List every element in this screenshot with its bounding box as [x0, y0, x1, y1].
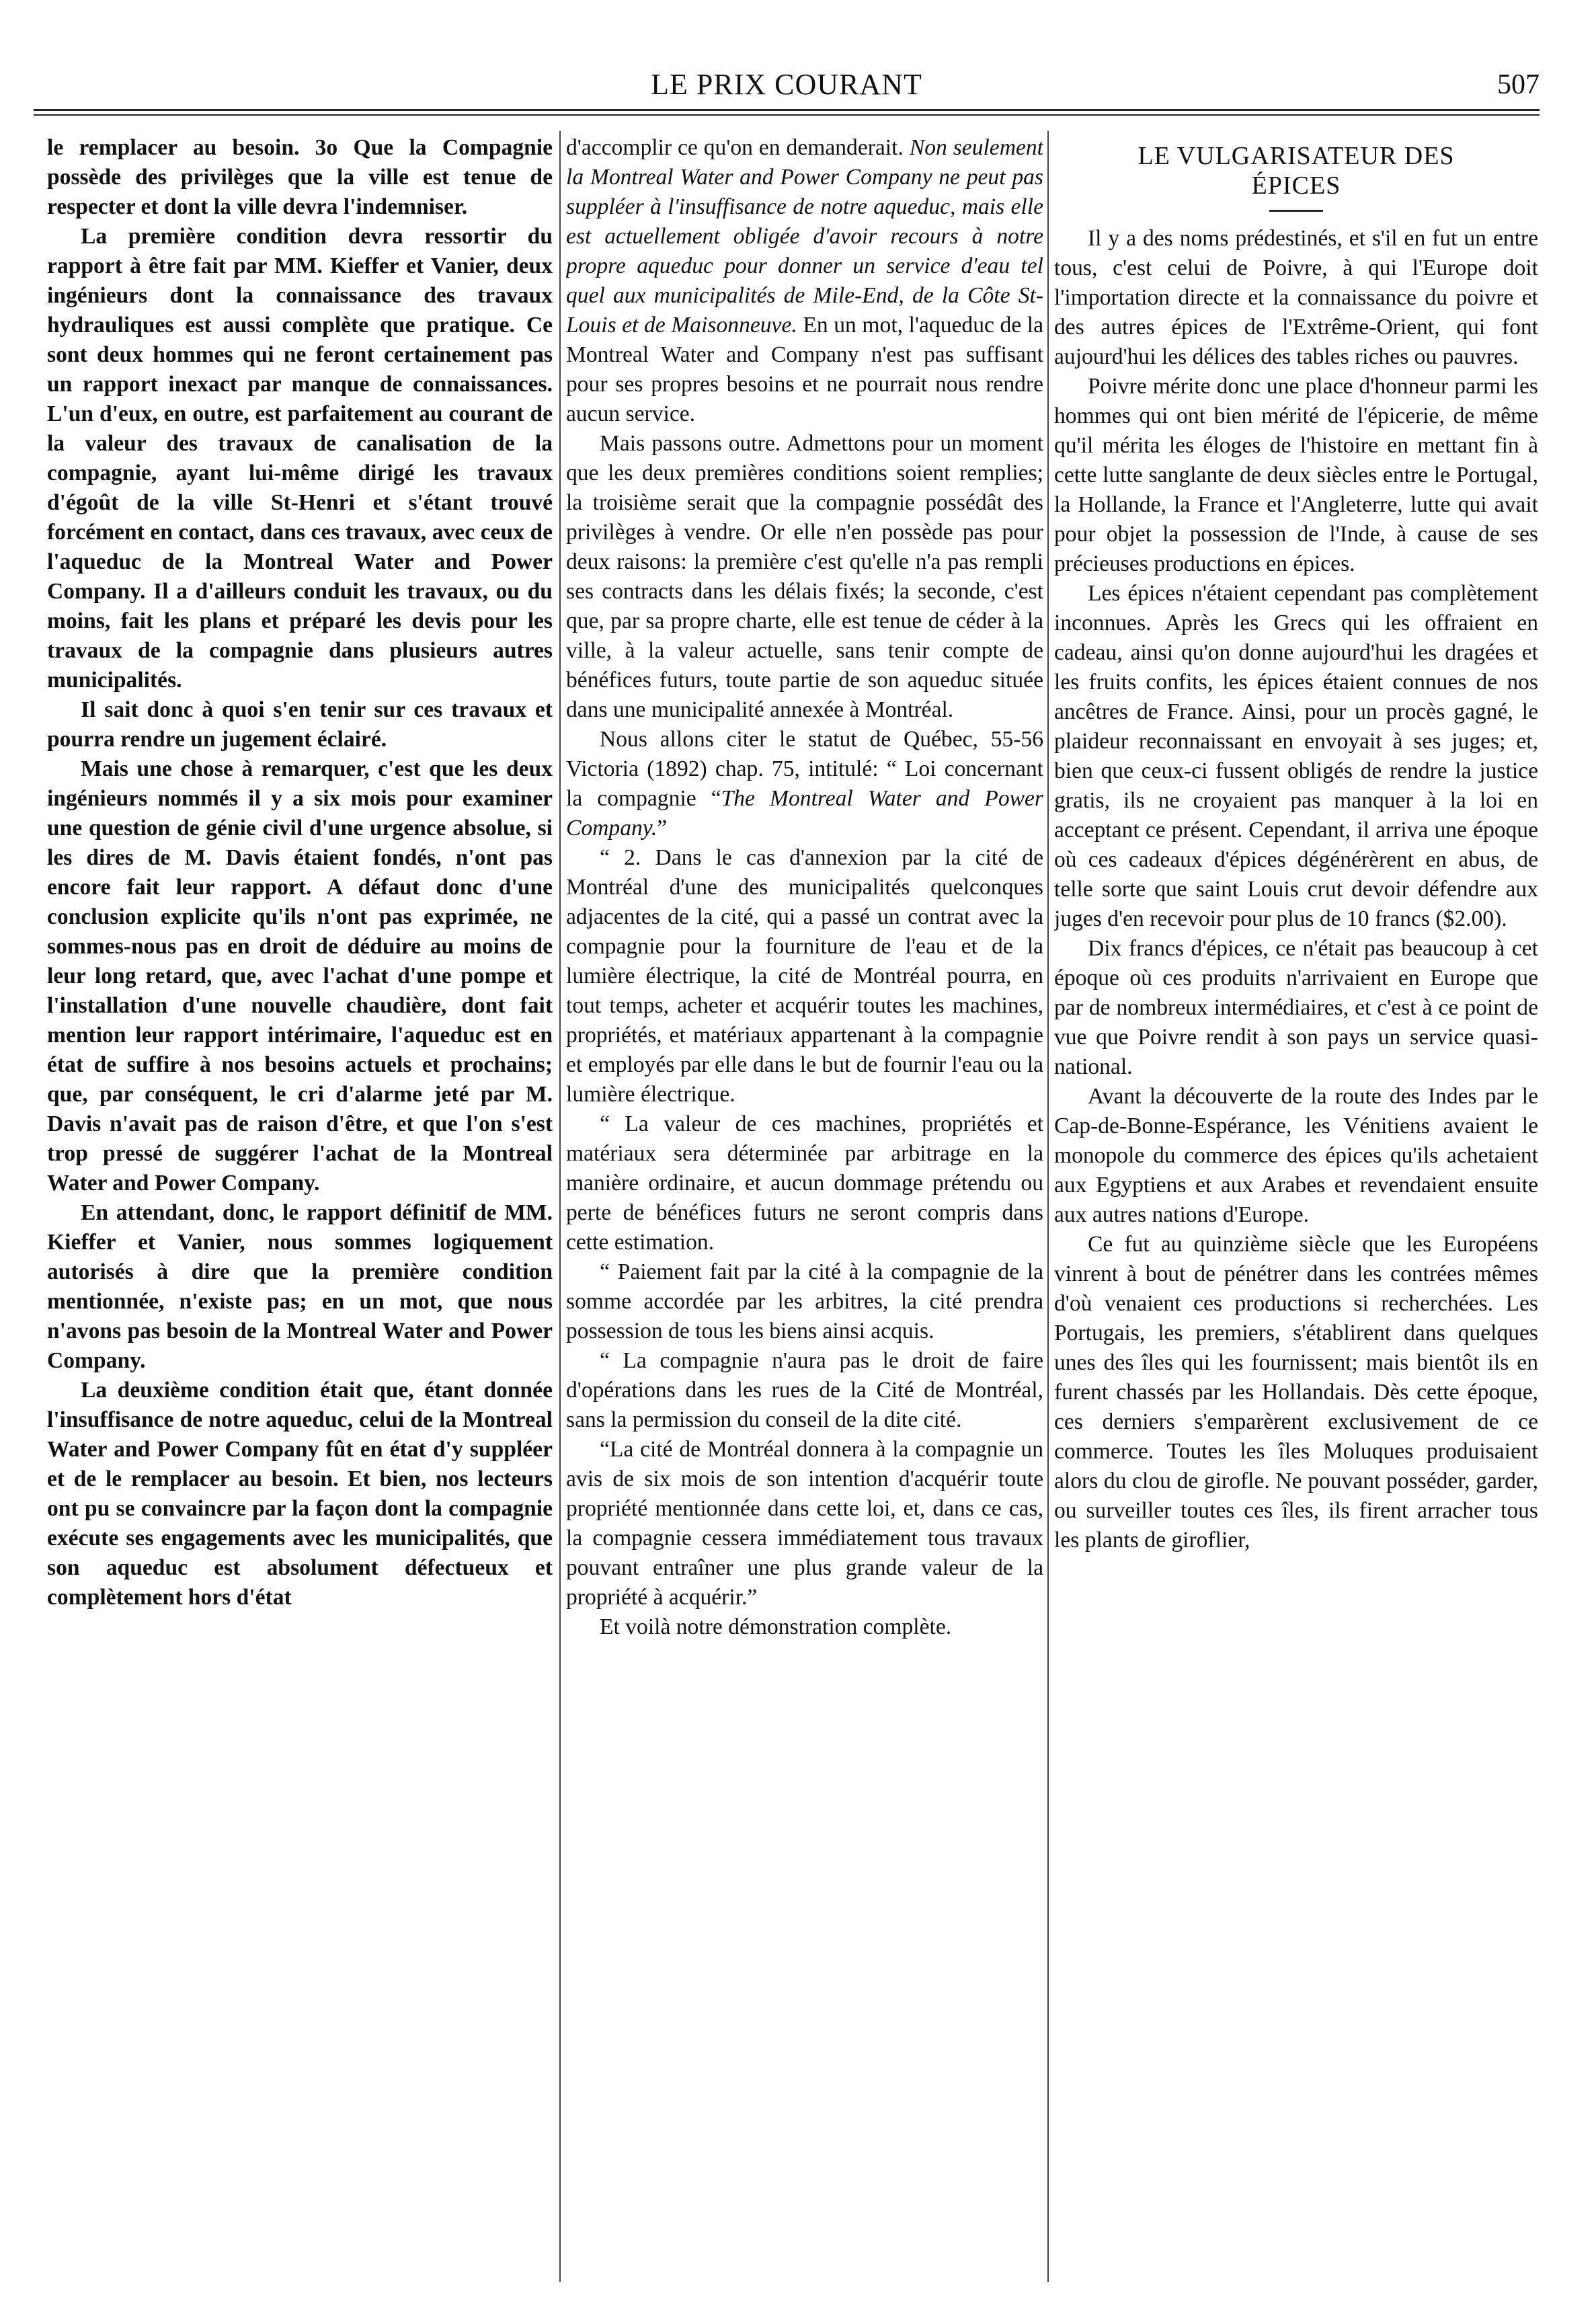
header-rule [34, 109, 1540, 111]
paragraph: Les épices n'étaient cependant pas complètement inconnues. Après les Grecs qui les offraient en cadeau, ainsi qu'on donne aujourd'hui les dragées et les fruits confits, les épices étaient connues de nos ancêtres de France. Ainsi, pour un procès gagné, le plaideur reconnaissant en envoyait à ses juges; et, bien que ceux-ci fussent obligés de rendre la justice gratis, ils ne croyaient pas manquer à la loi en acceptant ce présent. Cependant, il arriva une époque où ces cadeaux d'épices dégénérèrent en abus, de telle sorte que saint Louis crut devoir défendre aux juges d'en recevoir pour plus de 10 francs ($2.00). [1054, 581, 1538, 931]
paragraph: Mais une chose à remarquer, c'est que les deux ingénieurs nommés il y a six mois pour examiner une question de génie civil d'une urgence absolue, si les dires de M. Davis étaient fondés, n'ont pas encore fait leur rapport. A défaut donc d'une conclusion explicite qu'ils n'ont pas exprimée, ne sommes-nous pas en droit de déduire au moins de leur long retard, que, avec l'achat d'une pompe et l'installation d'une nouvelle chaudière, dont fait mention leur rapport intérimaire, l'aqueduc est en état de suffire à nos besoins actuels et prochains; que, par conséquent, le cri d'alarme jeté par M. Davis n'avait pas de raison d'être, et que l'on s'est trop pressé de suggérer l'achat de la Montreal Water and Power Company. [47, 756, 553, 1196]
article-title-line: LE VULGARISATEUR DES [1138, 142, 1455, 170]
paragraph: “La cité de Montréal donnera à la compagnie un avis de six mois de son intention d'acquérir toute propriété mentionnée dans cette loi, et, dans ce cas, la compagnie cessera immédiatement tous travaux pouvant entraîner une plus grande valeur de la propriété à acquérir.” [566, 1437, 1043, 1610]
paragraph: La deuxième condition était que, étant donnée l'insuffisance de notre aqueduc, celui de la Montreal Water and Power Company fût en état d'y suppléer et de le remplacer au besoin. Et bien, nos lecteurs ont pu se convaincre par la façon dont la compagnie exécute ses engagements avec les municipalités, que son aqueduc est absolument défectueux et complètement hors d'état [47, 1378, 553, 1610]
paragraph: En attendant, donc, le rapport définitif de MM. Kieffer et Vanier, nous sommes logiquement autorisés à dire que la première condition mentionnée, n'existe pas; en un mot, que nous n'avons pas besoin de la Montreal Water and Power Company. [47, 1200, 553, 1373]
paragraph [566, 725, 1043, 843]
title-rule [1269, 210, 1323, 212]
running-title: LE PRIX COURANT [651, 68, 922, 101]
column-1 [47, 133, 553, 2269]
paragraph: Il y a des noms prédestinés, et s'il en fut un entre tous, c'est celui de Poivre, à qui l'Europe doit l'importation directe et la connaissance du poivre et des autres épices de l'Extrême-Orient, qui font aujourd'hui les délices des tables riches ou pauvres. [1054, 226, 1538, 369]
italic-company-name: The Montreal Water and Power Company. [566, 786, 1043, 840]
paragraph: le remplacer au besoin. 3o Que la Compagnie possède des privilèges que la ville est tenue de respecter et dont la ville devra l'indemniser. [47, 135, 553, 219]
text-run: Nous allons citer le statut de Québec, 55-56 Victoria (1892) chap. 75, intitulé: “ Loi concernant la compagnie “ [566, 727, 1043, 811]
article-title-line: ÉPICES [1251, 171, 1341, 200]
paragraph: Poivre mérite donc une place d'honneur parmi les hommes qui ont bien mérité de l'épicerie, de même qu'il mérita les éloges de l'histoire en mettant fin à cette lutte sanglante de deux siècles entre le Portugal, la Hollande, la France et l'Angleterre, lutte qui avait pour objet la possession de l'Inde, à cause de ses précieuses productions en épices. [1054, 374, 1538, 576]
paragraph: Mais passons outre. Admettons pour un moment que les deux premières conditions soient remplies; la troisième serait que la compagnie possédât des privilèges à vendre. Or elle n'en possède pas pour deux raisons: la première c'est qu'elle n'a pas rempli ses contracts dans les délais fixés; la seconde, c'est que, par sa propre charte, elle est tenue de céder à la ville, à la valeur actuelle, sans tenir compte de bénéfices futurs, toute partie de son aqueduc située dans une municipalité annexée à Montréal. [566, 431, 1043, 722]
paragraph: “ Paiement fait par la cité à la compagnie de la somme accordée par les arbitres, la cité prendra possession de tous les biens ainsi acquis. [566, 1259, 1043, 1343]
paragraph: “ La valeur de ces machines, propriétés et matériaux sera déterminée par arbitrage en la manière ordinaire, et aucun dommage prétendu ou perte de bénéfices futurs ne seront compris dans cette estimation. [566, 1111, 1043, 1255]
text-run: En un mot, l'aqueduc de la Montreal Water and Company n'est pas suffisant pour ses propres besoins et ne pourrait nous rendre aucun service. [566, 313, 1043, 426]
italic-quote: Non seulement la Montreal Water and Power Company ne peut pas suppléer à l'insuffisance de notre aqueduc, mais elle est actuellement obligée d'avoir recours à notre propre aqueduc pour donner un service d'eau tel quel aux municipalités de Mile-End, de la Côte St-Louis et de Maisonneuve. [566, 135, 1043, 338]
paragraph: Ce fut au quinzième siècle que les Européens vinrent à bout de pénétrer dans les contrées mêmes d'où venaient ces productions si recherchées. Les Portugais, les premiers, s'établirent dans quelques unes des îles qui les fournissent; mais bientôt ils en furent chassés par les Hollandais. Dès cette époque, ces derniers s'emparèrent exclusivement de ce commerce. Toutes les îles Moluques produisaient alors du clou de girofle. Ne pouvant posséder, garder, ou surveiller toutes ces îles, ils firent arracher tous les plants de giroflier, [1054, 1232, 1538, 1553]
paragraph: Dix francs d'épices, ce n'était pas beaucoup à cet époque où ces produits n'arrivaient en Europe que par de nombreux intermédiaires, et c'est à ce point de vue que Poivre rendit à son pays un service quasi-national. [1054, 936, 1538, 1079]
paragraph: La première condition devra ressortir du rapport à être fait par MM. Kieffer et Vanier, deux ingénieurs dont la connaissance des travaux hydrauliques est aussi complète que pratique. Ce sont deux hommes qui ne feront certainement pas un rapport inexact par manque de connaissances. L'un d'eux, en outre, est parfaitement au courant de la valeur des travaux de canalisation de la compagnie, ayant lui-même dirigé les travaux d'égoût de la ville St-Henri et s'étant trouvé forcément en contact, dans ces travaux, avec ceux de l'aqueduc de la Montreal Water and Power Company. Il a d'ailleurs conduit les travaux, ou du moins, fait les plans et préparé les devis pour les travaux de la compagnie dans plusieurs autres municipalités. [47, 224, 553, 693]
column-3 [1054, 133, 1538, 2269]
article-title [1054, 141, 1538, 200]
page-number: 507 [1497, 69, 1540, 100]
text-run: ” [657, 816, 668, 840]
paragraph [566, 133, 1043, 429]
column-divider [559, 131, 561, 2282]
column-divider [1047, 131, 1049, 2282]
paragraph: Il sait donc à quoi s'en tenir sur ces travaux et pourra rendre un jugement éclairé. [47, 697, 553, 752]
header-rule-thin [34, 114, 1540, 116]
paragraph: “ 2. Dans le cas d'annexion par la cité de Montréal d'une des municipalités quelconques adjacentes de la cité, qui a passé un contrat avec la compagnie pour la fourniture de l'eau et de la lumière électrique, la cité de Montréal pourra, en tout temps, acheter et acquérir toutes les machines, propriétés, et matériaux appartenant à la compagnie et employés par elle dans le but de fournir l'eau ou la lumière électrique. [566, 845, 1043, 1107]
text-run: d'accomplir ce qu'on en demanderait. [566, 135, 904, 160]
paragraph: “ La compagnie n'aura pas le droit de faire d'opérations dans les rues de la Cité de Montréal, sans la permission du conseil de la dite cité. [566, 1348, 1043, 1432]
paragraph: Avant la découverte de la route des Indes par le Cap-de-Bonne-Espérance, les Vénitiens avaient le monopole du commerce des épices qu'ils achetaient aux Egyptiens et aux Arabes et revendaient ensuite aux autres nations d'Europe. [1054, 1084, 1538, 1227]
column-2 [566, 133, 1043, 2269]
paragraph: Et voilà notre démonstration complète. [600, 1614, 952, 1639]
page-header [34, 61, 1540, 108]
